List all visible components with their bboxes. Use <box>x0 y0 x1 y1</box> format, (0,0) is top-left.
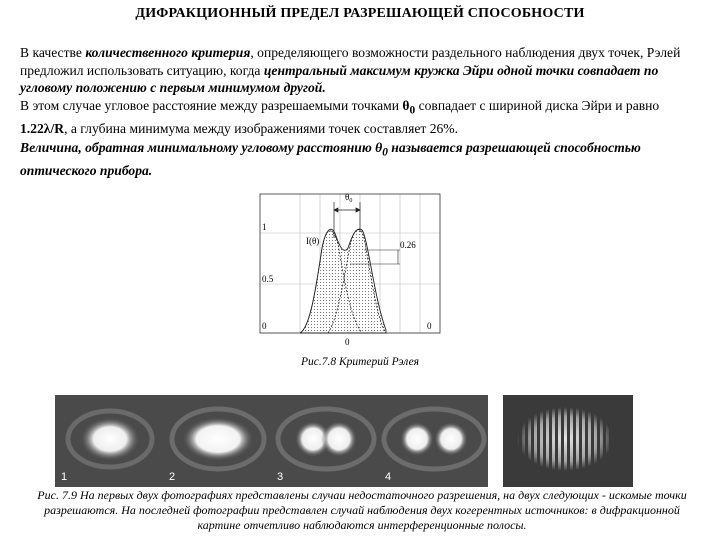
photo-number: 4 <box>385 471 392 483</box>
photo-number: 3 <box>277 471 284 483</box>
photo-1 <box>55 395 164 487</box>
tick-label-zero-center: 0 <box>345 337 350 347</box>
tick-label-half: 0.5 <box>262 274 274 284</box>
tick-label-one: 1 <box>262 222 267 232</box>
intensity-label: I(θ) <box>306 236 320 246</box>
text-segment: , определяющего возможности раздельного наблюдения двух точек, Рэлей предложил использовать ситуацию, когда <box>20 45 681 78</box>
paragraph-resolving-power <box>20 139 704 180</box>
text-segment: совпадает с шириной диска Эйри и равно <box>415 97 660 113</box>
theta-subscript: 0 <box>409 104 416 117</box>
photo-2 <box>163 395 272 487</box>
photo-number: 1 <box>61 471 68 483</box>
page-title: ДИФРАКЦИОННЫЙ ПРЕДЕЛ РАЗРЕШАЮЩЕЙ СПОСОБНОСТИ <box>135 6 585 21</box>
text-segment: В качестве <box>20 45 86 60</box>
figure-7-8-caption: Рис.7.8 Критерий Рэлея <box>300 356 420 368</box>
photo-5-image <box>503 395 633 487</box>
theta-label: $\theta_0$ <box>345 192 353 204</box>
tick-label-zero-left: 0 <box>262 321 267 331</box>
photo-3-image <box>271 395 380 487</box>
photo-4-image <box>379 395 488 487</box>
text-segment: называется разрешающей способностью оптического прибора. <box>20 140 641 179</box>
text-segment: Величина, обратная минимальному угловому расстоянию <box>20 140 376 155</box>
photo-number: 2 <box>169 471 176 483</box>
rayleigh-criterion-plot <box>250 188 450 356</box>
figure-7-9-caption: Рис. 7.9 На первых двух фотографиях представлены случаи недостаточного разрешения, на двух следующих - искомые точки разрешаются. На последней фотографии представлен случай наблюдения двух когерентных источников: в дифракционной картине отчетливо наблюдаются интерференционные полосы. <box>37 488 687 532</box>
text-segment-emph: центральный максимум кружка Эйри одной точки совпадает по угловому положению с первым минимумом другой. <box>20 62 659 95</box>
dip-label: 0.26 <box>400 240 416 250</box>
photo-5-interference <box>503 395 633 487</box>
theta-symbol: θ <box>375 140 383 155</box>
tick-label-zero-right: 0 <box>427 321 432 331</box>
diffraction-photos <box>55 395 633 487</box>
photo-3 <box>271 395 380 487</box>
photo-2-image <box>163 395 272 487</box>
photo-1-image <box>55 395 164 487</box>
photo-4 <box>379 395 488 487</box>
theta-subscript: 0 <box>382 146 388 159</box>
text-segment: В этом случае угловое расстояние между разрешаемыми точками <box>20 97 403 113</box>
text-segment-emph: количественного критерия <box>85 45 251 60</box>
text-segment: , а глубина минимума между изображениями точек составляет 26%. <box>64 120 459 136</box>
formula: 1.22λ/R <box>20 120 65 136</box>
theta-symbol: θ <box>402 97 410 113</box>
paragraph-rayleigh-criterion <box>20 44 704 137</box>
